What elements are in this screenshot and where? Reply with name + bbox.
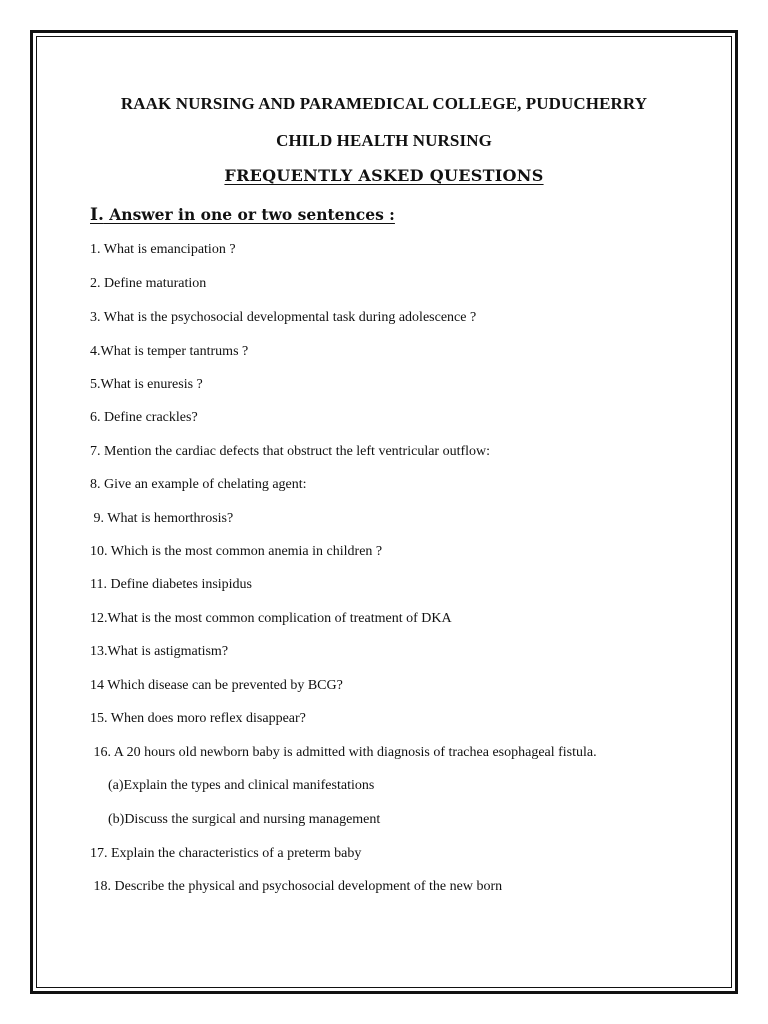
section-title: Answer in one or two sentences : — [103, 205, 395, 224]
college-name: RAAK NURSING AND PARAMEDICAL COLLEGE, PUDUCHERRY — [120, 94, 648, 113]
question-14: 14 Which disease can be prevented by BCG? — [90, 678, 343, 693]
question-16b: (b)Discuss the surgical and nursing management — [108, 812, 381, 827]
question-15: 15. When does moro reflex disappear? — [90, 711, 306, 726]
section-number: I. — [90, 205, 104, 225]
question-13: 13.What is astigmatism? — [90, 644, 229, 659]
question-6: 6. Define crackles? — [90, 410, 198, 425]
question-9: 9. What is hemorthrosis? — [90, 511, 234, 526]
question-16a: (a)Explain the types and clinical manifestations — [108, 778, 375, 793]
question-12: 12.What is the most common complication of treatment of DKA — [90, 611, 452, 626]
document-title: FREQUENTLY ASKED QUESTIONS — [224, 166, 544, 185]
subject-title: CHILD HEALTH NURSING — [276, 131, 492, 150]
question-17: 17. Explain the characteristics of a preterm baby — [90, 846, 362, 861]
question-8: 8. Give an example of chelating agent: — [90, 477, 307, 492]
section-heading — [90, 205, 395, 225]
question-16: 16. A 20 hours old newborn baby is admitted with diagnosis of trachea esophageal fistula. — [90, 745, 597, 760]
question-11: 11. Define diabetes insipidus — [90, 577, 253, 592]
question-5: 5.What is enuresis ? — [90, 377, 203, 392]
question-10: 10. Which is the most common anemia in children ? — [90, 544, 383, 559]
question-18: 18. Describe the physical and psychosocial development of the new born — [90, 879, 503, 894]
question-4: 4.What is temper tantrums ? — [90, 344, 249, 359]
question-2: 2. Define maturation — [90, 276, 207, 291]
question-7: 7. Mention the cardiac defects that obstruct the left ventricular outflow: — [90, 444, 491, 459]
question-1: 1. What is emancipation ? — [90, 242, 236, 257]
question-3: 3. What is the psychosocial developmental task during adolescence ? — [90, 310, 477, 325]
